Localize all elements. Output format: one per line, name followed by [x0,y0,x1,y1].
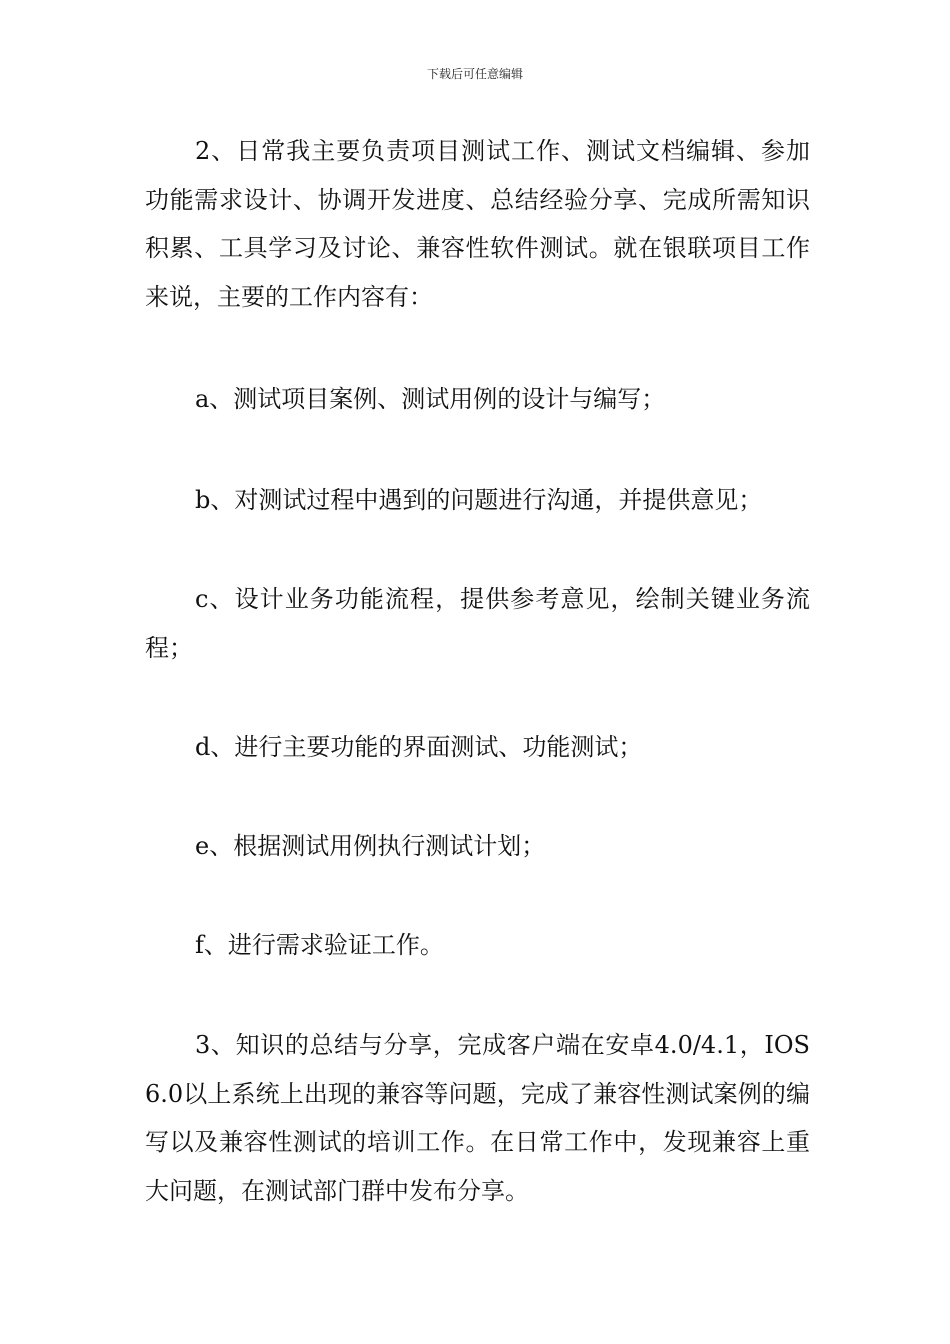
list-item-b: b、对测试过程中遇到的问题进行沟通，并提供意见； [195,486,763,514]
list-item-f: f、进行需求验证工作。 [195,931,444,959]
paragraph-3: 3、知识的总结与分享，完成客户端在安卓4.0/4.1，IOS6.0以上系统上出现的兼容等问题，完成了兼容性测试案例的编写以及兼容性测试的培训工作。在日常工作中，发现兼容上重大问题，在测试部门群中发布分享。 [145,1031,810,1205]
list-item-d: d、进行主要功能的界面测试、功能测试； [195,733,643,761]
paragraph-2: 2、日常我主要负责项目测试工作、测试文档编辑、参加功能需求设计、协调开发进度、总结经验分享、完成所需知识积累、工具学习及讨论、兼容性软件测试。就在银联项目工作来说，主要的工作内容有： [145,137,810,311]
list-item-c: c、设计业务功能流程，提供参考意见，绘制关键业务流程； [145,585,810,662]
page-header: 下载后可任意编辑 [426,67,523,81]
list-item-a: a、测试项目案例、测试用例的设计与编写； [195,385,666,413]
list-item-e: e、根据测试用例执行测试计划； [195,832,546,860]
